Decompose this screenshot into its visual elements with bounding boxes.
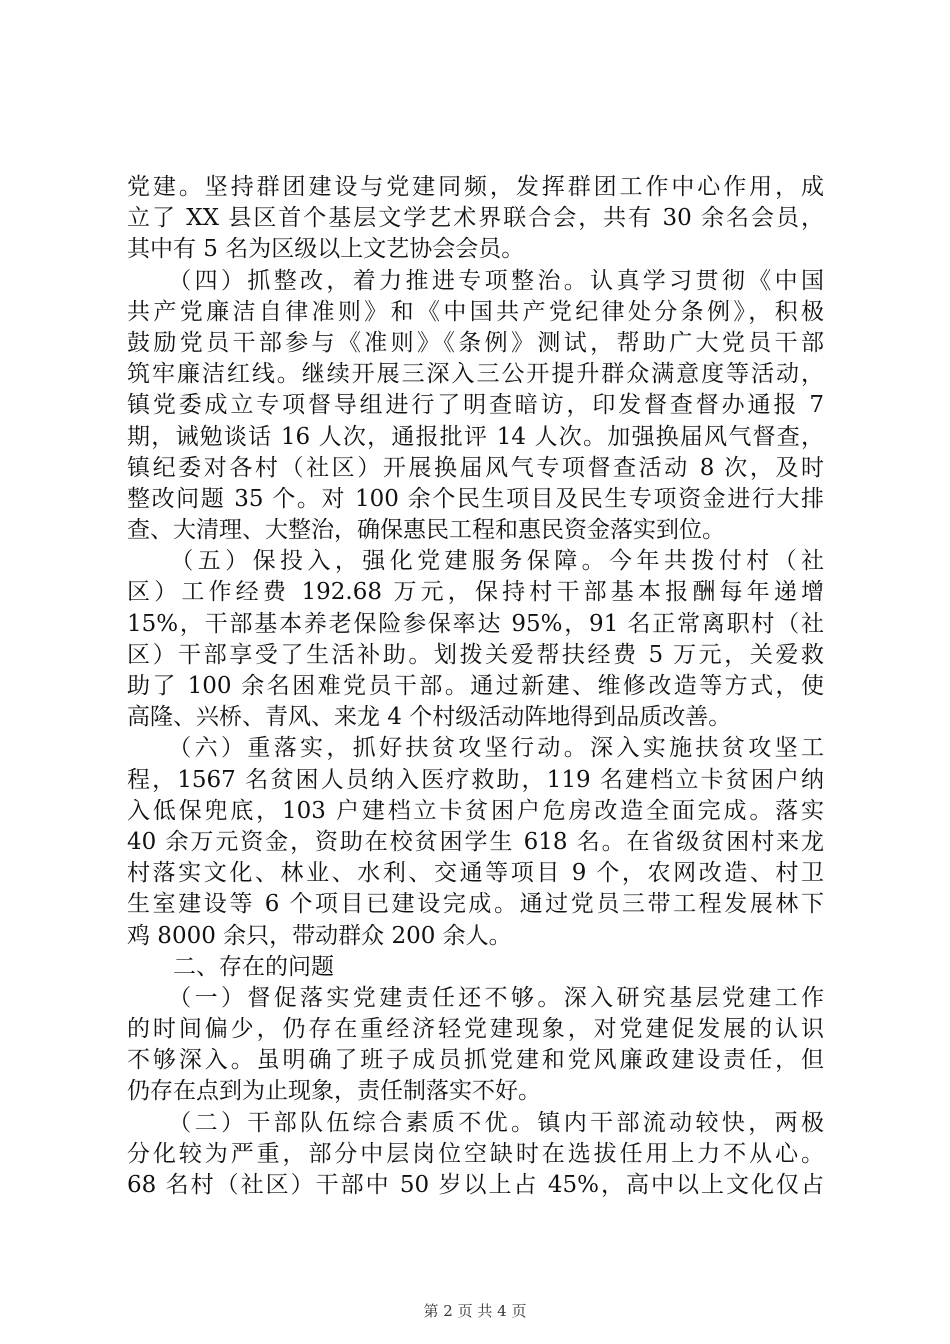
text-line: 仍存在点到为止现象，责任制落实不好。 [127,1078,541,1105]
text-line: 鼓励党员干部参与《准则》《条例》测试，帮助广大党员干部 [127,329,824,356]
text-line: 其中有 5 名为区级以上文艺协会会员。 [127,236,525,263]
text-line: （五）保投入，强化党建服务保障。今年共拨付村（社 [127,548,824,575]
text-line: 村落实文化、林业、水利、交通等项目 9 个，农网改造、村卫 [127,860,824,887]
text-line: 共产党廉洁自律准则》和《中国共产党纪律处分条例》，积极 [127,298,824,325]
text-line: 鸡 8000 余只，带动群众 200 余人。 [127,922,512,949]
text-line: 15%，干部基本养老保险参保率达 95%，91 名正常离职村（社 [127,610,824,637]
text-line: 68 名村（社区）干部中 50 岁以上占 45%，高中以上文化仅占 [127,1172,824,1198]
text-line: 40 余万元资金，资助在校贫困学生 618 名。在省级贫困村来龙 [127,828,824,855]
text-line: 党建。坚持群团建设与党建同频，发挥群团工作中心作用，成 [127,174,824,200]
text-line: 筑牢廉洁红线。继续开展三深入三公开提升群众满意度等活动， [127,361,824,388]
text-line: 程，1567 名贫困人员纳入医疗救助，119 名建档立卡贫困户纳 [127,766,824,793]
text-line: 的时间偏少，仍存在重经济轻党建现象，对党建促发展的认识 [127,1016,824,1043]
text-line: 生室建设等 6 个项目已建设完成。通过党员三带工程发展林下 [127,891,824,918]
text-line: （一）督促落实党建责任还不够。深入研究基层党建工作 [127,984,824,1011]
text-line: 镇党委成立专项督导组进行了明查暗访，印发督查督办通报 7 [127,392,824,419]
text-line: 区）干部享受了生活补助。划拨关爱帮扶经费 5 万元，关爱救 [127,641,824,668]
text-line: 整改问题 35 个。对 100 余个民生项目及民生专项资金进行大排 [127,485,824,512]
text-line: 区）工作经费 192.68 万元，保持村干部基本报酬每年递增 [127,579,824,606]
text-line: 高隆、兴桥、青风、来龙 4 个村级活动阵地得到品质改善。 [127,704,732,731]
text-line: 立了 XX 县区首个基层文学艺术界联合会，共有 30 余名会员， [127,205,824,232]
text-line: 助了 100 余名困难党员干部。通过新建、维修改造等方式，使 [127,673,824,699]
text-line: 二、存在的问题 [127,953,334,980]
text-line: （二）干部队伍综合素质不优。镇内干部流动较快，两极 [127,1109,824,1136]
body-text [127,172,824,1201]
text-line: 镇纪委对各村（社区）开展换届风气专项督查活动 8 次，及时 [127,454,824,481]
text-line: （四）抓整改，着力推进专项整治。认真学习贯彻《中国 [127,267,824,294]
text-line: 分化较为严重，部分中层岗位空缺时在选拔任用上力不从心。 [127,1140,824,1167]
text-line: 查、大清理、大整治，确保惠民工程和惠民资金落实到位。 [127,517,725,544]
text-line: 入低保兜底，103 户建档立卡贫困户危房改造全面完成。落实 [127,797,824,824]
text-line: 不够深入。虽明确了班子成员抓党建和党风廉政建设责任，但 [127,1047,824,1074]
text-line: （六）重落实，抓好扶贫攻坚行动。深入实施扶贫攻坚工 [127,735,824,762]
text-line: 期，诫勉谈话 16 人次，通报批评 14 人次。加强换届风气督查， [127,423,824,450]
page-footer: 第 2 页 共 4 页 [423,1302,527,1320]
